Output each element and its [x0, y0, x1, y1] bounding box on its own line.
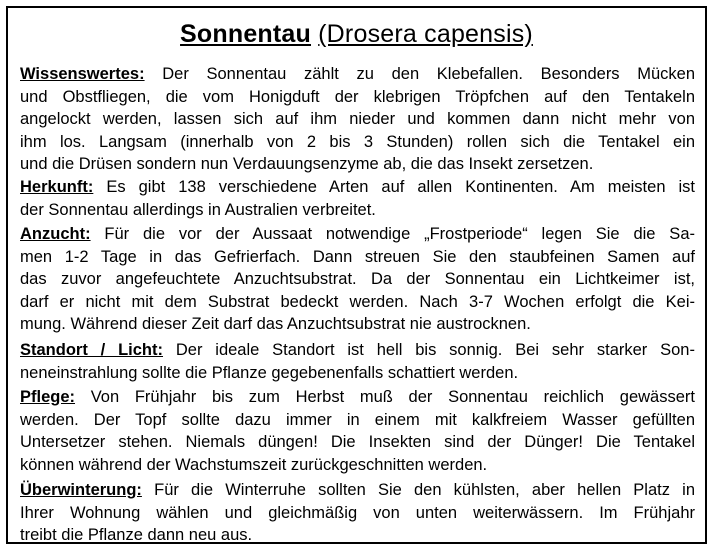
section-line: Ihrer Wohnung wählen und gleichmäßig von unten weiterwässern. Im Frühjahr	[20, 503, 695, 522]
title-main: Sonnentau	[180, 20, 311, 48]
section-line: angelockt werden, lassen sich auf ihm nieder und kommen dann nicht mehr von	[20, 110, 695, 129]
section-pflege	[20, 386, 695, 476]
section-wissenswertes	[20, 63, 695, 176]
section-line: neneinstrahlung sollte die Pflanze gegebenenfalls schattiert werden.	[20, 363, 519, 382]
section-line: Herkunft: Es gibt 138 verschiedene Arten auf allen Kontinenten. Am meisten ist	[20, 178, 695, 196]
section-label: Überwinterung:	[20, 481, 142, 499]
section-line: treibt die Pflanze dann neu aus.	[20, 526, 253, 545]
section-line: der Sonnentau allerdings in Australien verbreitet.	[20, 200, 376, 219]
section-anzucht	[20, 223, 695, 336]
section-line: mung. Während dieser Zeit darf das Anzuchtsubstrat nie austrocknen.	[20, 315, 531, 334]
section-line: das zuvor angefeuchtete Anzuchtsubstrat. Da der Sonnentau ein Lichtkeimer ist,	[20, 270, 695, 289]
section-line: Überwinterung: Für die Winterruhe sollten Sie den kühlsten, aber hellen Platz in	[20, 481, 695, 499]
section-label: Anzucht:	[20, 225, 91, 243]
section-label: Herkunft:	[20, 178, 94, 196]
section-line: Standort / Licht: Der ideale Standort ist hell bis sonnig. Bei sehr starker Son-	[20, 341, 695, 359]
section-label: Pflege:	[20, 388, 76, 406]
section-line: Pflege: Von Frühjahr bis zum Herbst muß der Sonnentau reichlich gewässert	[20, 388, 695, 406]
section-line: men 1-2 Tage in das Gefrierfach. Dann streuen Sie den staubfeinen Samen auf	[20, 247, 695, 266]
section-line: ihm los. Langsam (innerhalb von 2 bis 3 Stunden) rollen sich die Tentakel ein	[20, 132, 695, 151]
section-ueberwinterung	[20, 479, 695, 547]
section-line: Wissenswertes: Der Sonnentau zählt zu den Klebefallen. Besonders Mücken	[20, 65, 695, 83]
page-title	[8, 19, 705, 49]
section-standort	[20, 339, 695, 384]
section-line: und die Drüsen sondern nun Verdauungsenzyme ab, die das Insekt zersetzen.	[20, 155, 594, 174]
section-line: Untersetzer stehen. Niemals düngen! Die Insekten sind der Dünger! Die Tentakel	[20, 433, 695, 452]
section-line: werden. Der Topf sollte dazu immer in einem mit kalkfreiem Wasser gefüllten	[20, 410, 695, 429]
section-line: Anzucht: Für die vor der Aussaat notwendige „Frostperiode“ legen Sie die Sa-	[20, 225, 695, 243]
section-line: können während der Wachstumszeit zurückgeschnitten werden.	[20, 455, 488, 474]
section-herkunft	[20, 176, 695, 221]
section-label: Wissenswertes:	[20, 65, 145, 83]
section-label: Standort / Licht:	[20, 341, 164, 359]
title-latin: (Drosera capensis)	[318, 20, 533, 48]
section-line: darf er nicht mit dem Substrat bedeckt werden. Nach 3-7 Wochen erfolgt die Kei-	[20, 292, 695, 311]
section-line: und Obstfliegen, die vom Honigduft der klebrigen Tröpfchen auf den Tentakeln	[20, 87, 695, 106]
care-sheet	[6, 6, 707, 544]
